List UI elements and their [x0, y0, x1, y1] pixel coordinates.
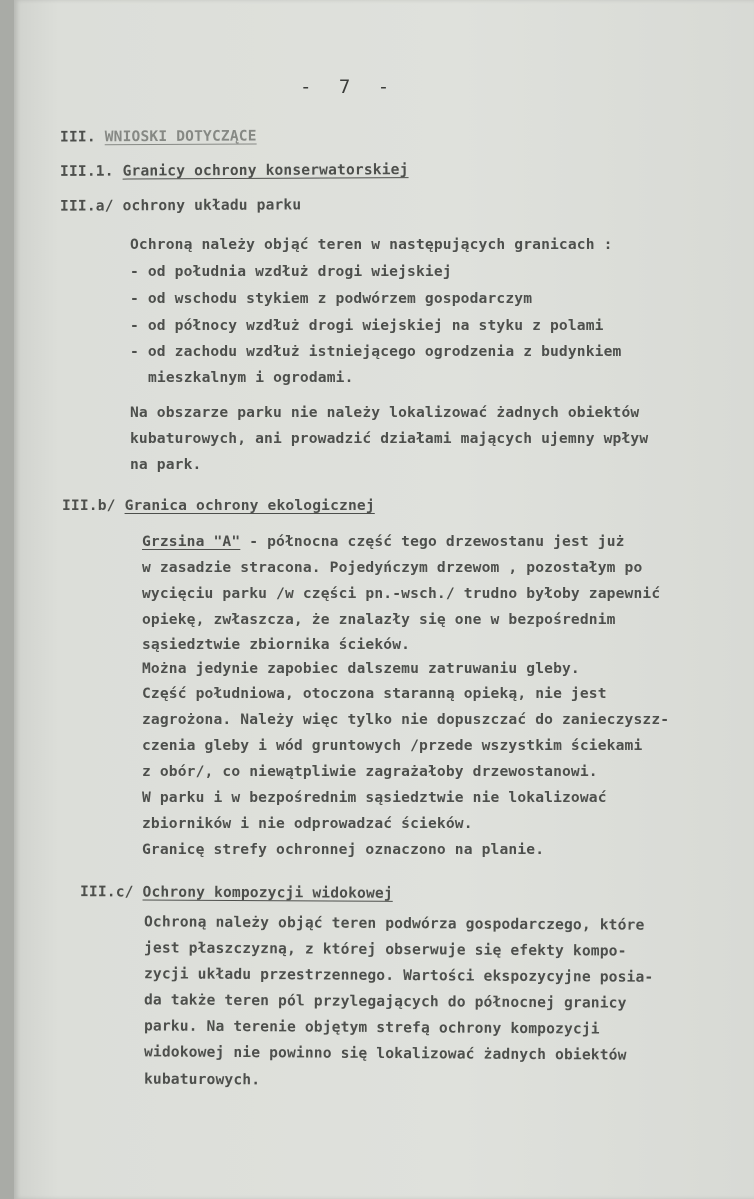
- para-a1-line: - od wschodu stykiem z podwórzem gospodarczym: [130, 290, 533, 307]
- para-a2-line: Na obszarze parku nie należy lokalizować żadnych obiektów: [130, 404, 640, 421]
- main-heading-prefix: III.: [59, 128, 96, 146]
- section-1-title: Granicy ochrony konserwatorskiej: [122, 161, 409, 180]
- para-b-line: zagrożona. Należy więc tylko nie dopuszczać do zanieczyszz-: [142, 711, 670, 728]
- para-a1-line: - od zachodu wzdłuż istniejącego ogrodzenia z budynkiem: [130, 343, 622, 360]
- page-number: - 7 -: [300, 76, 398, 98]
- para-b-first-rest: - północna część tego drzewostanu jest już: [240, 533, 625, 550]
- para-c-line: zycji układu przestrzennego. Wartości ekspozycyjne posia-: [143, 965, 654, 986]
- para-c-line: Ochroną należy objąć teren podwórza gospodarczego, które: [143, 913, 645, 934]
- section-1-heading: [60, 161, 409, 180]
- para-b-first-line: [142, 533, 625, 550]
- para-b-line: zbiorników i nie odprowadzać ścieków.: [142, 815, 473, 832]
- para-b-line: z obór/, co niewątpliwie zagrażałoby drzewostanowi.: [142, 763, 598, 780]
- section-c-heading: [80, 883, 393, 902]
- para-c-line: parku. Na terenie objętym strefą ochrony kompozycji: [143, 1017, 600, 1038]
- grzsina-label: Grzsina "A": [142, 533, 241, 550]
- para-b-line: opiekę, zwłaszcza, że znalazły się one w bezpośrednim: [142, 611, 616, 628]
- section-c-prefix: III.c/: [79, 883, 134, 901]
- para-a2-line: na park.: [130, 456, 202, 473]
- para-c-line: kubaturowych.: [143, 1070, 261, 1089]
- section-a-title: ochrony układu parku: [122, 196, 302, 215]
- para-b-line: W parku i w bezpośrednim sąsiedztwie nie lokalizować: [142, 789, 607, 806]
- section-b-prefix: III.b/: [62, 497, 116, 514]
- para-a1-line: mieszkalnym i ogrodami.: [148, 369, 354, 386]
- para-a1-line: - od południa wzdłuż drogi wiejskiej: [130, 263, 452, 280]
- section-a-prefix: III.a/: [59, 197, 114, 215]
- para-b-line: Można jedynie zapobiec dalszemu zatruwaniu gleby.: [142, 660, 580, 677]
- para-c-line: widokowej nie powinno się lokalizować żadnych obiektów: [143, 1043, 627, 1064]
- main-heading-title: WNIOSKI DOTYCZĄCE: [104, 127, 257, 146]
- para-b-line: Granicę strefy ochronnej oznaczono na planie.: [142, 841, 545, 858]
- section-c-title: Ochrony kompozycji widokowej: [142, 883, 393, 902]
- para-b-line: czenia gleby i wód gruntowych /przede wszystkim ściekami: [142, 737, 643, 754]
- page-edge-shadow: [0, 0, 14, 1199]
- para-b-line: sąsiedztwie zbiornika ścieków.: [142, 636, 411, 653]
- para-b-line: Część południowa, otoczona staranną opieką, nie jest: [142, 685, 607, 702]
- section-b-heading: [62, 497, 375, 514]
- section-1-prefix: III.1.: [59, 162, 114, 180]
- para-b-line: wycięciu parku /w części pn.-wsch./ trudno byłoby zapewnić: [142, 585, 661, 602]
- section-b-title: Granica ochrony ekologicznej: [124, 497, 375, 514]
- section-a-heading: [60, 196, 301, 214]
- para-c-line: jest płaszczyzną, z której obserwuje się efekty kompo-: [143, 939, 627, 960]
- para-a1-line: Ochroną należy objąć teren w następujących granicach :: [130, 236, 613, 253]
- para-a2-line: kubaturowych, ani prowadzić działami mających ujemny wpływ: [130, 430, 649, 447]
- para-b-line: w zasadzie stracona. Pojedyńczym drzewom , pozostałym po: [142, 559, 643, 576]
- para-a1-line: - od północy wzdłuż drogi wiejskiej na styku z polami: [130, 317, 604, 334]
- main-heading: [60, 127, 257, 145]
- para-c-line: da także teren pól przylegających do północnej granicy: [143, 991, 627, 1012]
- typewritten-page: [14, 0, 754, 1199]
